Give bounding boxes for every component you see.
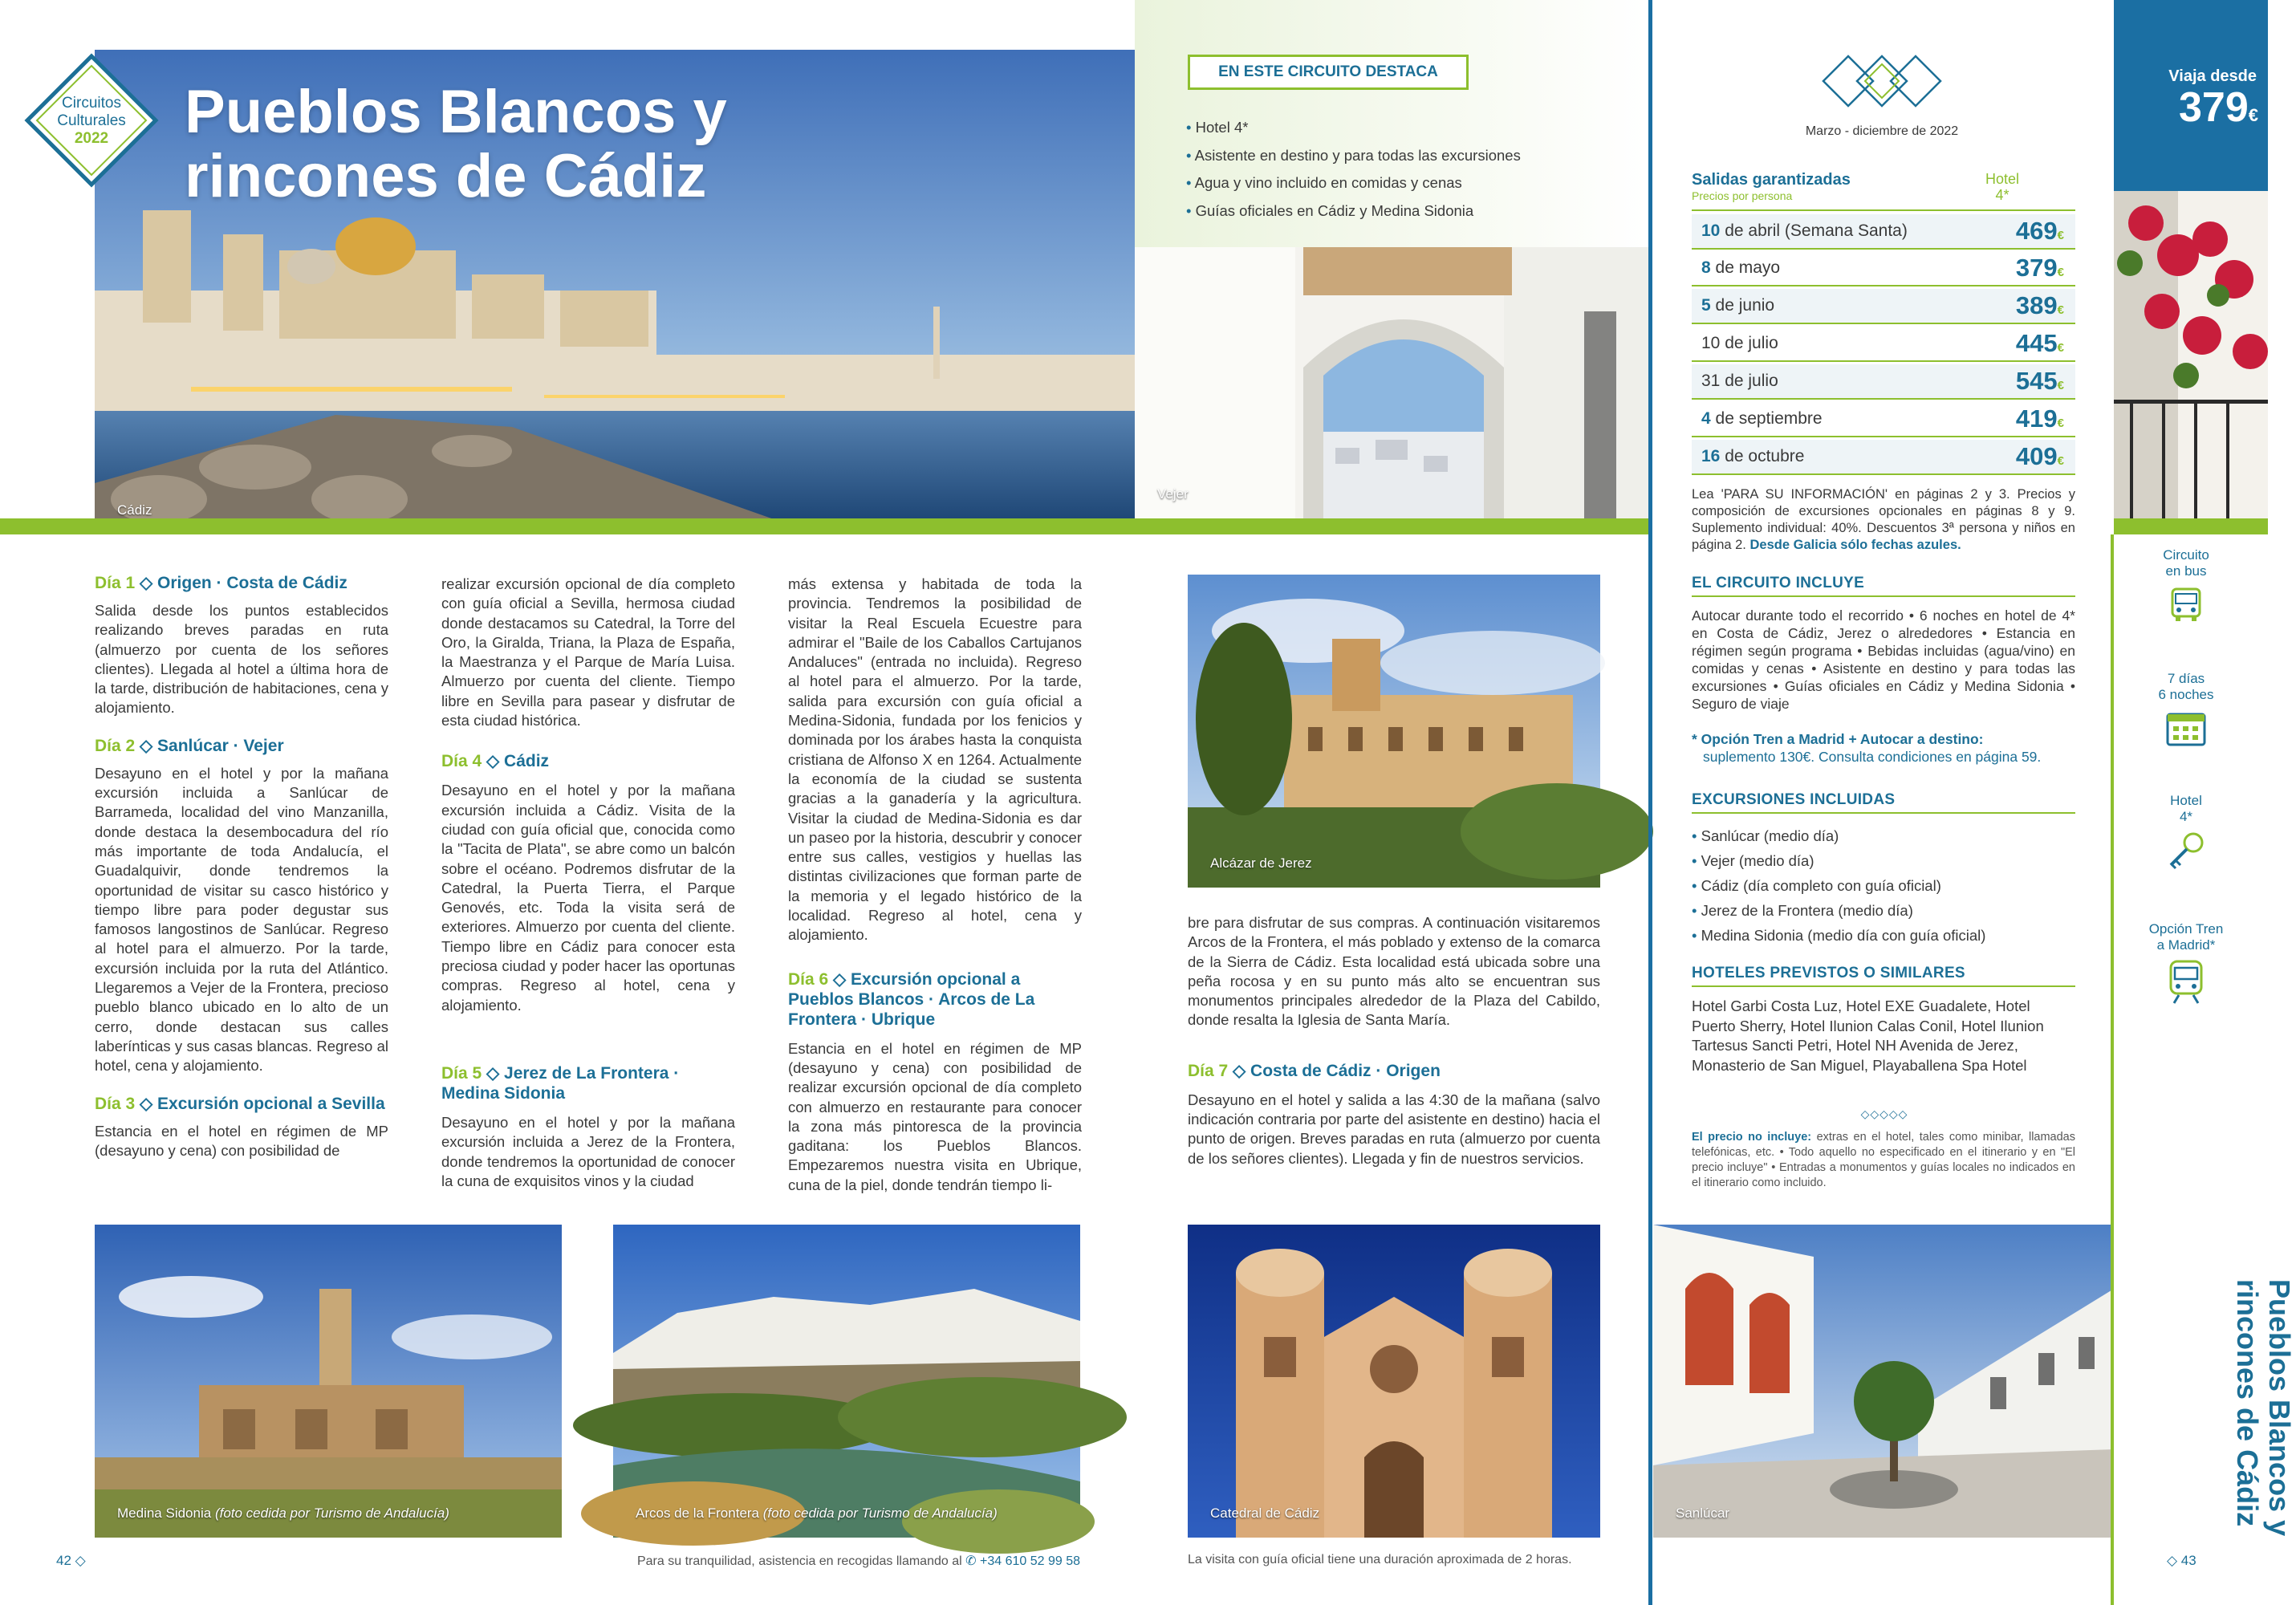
phone-number[interactable]: +34 610 52 99 58 <box>979 1554 1080 1568</box>
excursions-title: EXCURSIONES INCLUIDAS <box>1692 791 1896 808</box>
itinerary-column-4 <box>1188 913 1600 1168</box>
from-price: 379€ <box>2178 84 2258 131</box>
photo-caption: Vejer <box>1157 486 1189 502</box>
photo-caption: Medina Sidonia (foto cedida por Turismo de Andalucía) <box>117 1505 449 1521</box>
hotels-text: Hotel Garbi Costa Luz, Hotel EXE Guadalete, Hotel Puerto Sherry, Hotel Ilunion Calas Conil, Hotel Ilunion Tartesus Sancti Petri, Hotel NH Avenida de Jerez, Monasterio de San Miguel, Playaballena Spa Hotel <box>1692 998 2044 1074</box>
not-included-note: El precio no incluye: extras en el hotel, tales como minibar, llamadas telefónicas, etc. • Todo aquello no especificado en el itinerario y en "El precio incluye" • Entradas a monumentos y guías locales no indicados en el itinerario como incluido. <box>1692 1131 2076 1189</box>
highlight-item: • Guías oficiales en Cádiz y Medina Sidonia <box>1186 197 1636 226</box>
photo-alcazar-jerez <box>1188 575 1600 888</box>
day3-text: Estancia en el hotel en régimen de MP (desayuno y cena) con posibilidad de <box>95 1122 388 1159</box>
calendar-icon <box>2164 708 2208 748</box>
price-row: 31 de julio 545€ <box>1692 364 2075 400</box>
excursion-item: • Vejer (medio día) <box>1692 848 2075 873</box>
strip-divider-bar <box>2114 518 2268 534</box>
photo-vejer <box>1135 247 1648 518</box>
day1-heading: Día 1 ◇ Origen · Costa de Cádiz <box>95 574 347 592</box>
price-row: 16 de octubre 409€ <box>1692 440 2075 475</box>
photo-catedral-cadiz <box>1188 1225 1600 1538</box>
bus-icon <box>2166 584 2206 624</box>
hotel-key-icon <box>2164 830 2208 873</box>
diamonds-icon <box>1820 53 1944 109</box>
page-number-left: 42 ◇ <box>56 1553 86 1568</box>
feature-days: 7 días 6 noches <box>2114 671 2258 748</box>
photo-caption: Alcázar de Jerez <box>1210 855 1312 871</box>
photo-arcos <box>613 1225 1080 1538</box>
includes-rule <box>1692 595 2075 597</box>
excursion-item: • Cádiz (día completo con guía oficial) <box>1692 873 2075 898</box>
day5-heading: Día 5 ◇ Jerez de La Frontera · Medina Sidonia <box>441 1063 680 1103</box>
includes-title: EL CIRCUITO INCLUYE <box>1692 575 1865 591</box>
price-note: Lea 'PARA SU INFORMACIÓN' en páginas 2 y 3. Precios y composición de excursiones opcionales en páginas 8 y 9. Suplemento individual: 40%. Descuentos 3ª persona y niños en página 2. Desde Galicia sólo fechas azules. <box>1692 487 2075 552</box>
includes-text: Autocar durante todo el recorrido • 6 noches en hotel de 4* en Costa de Cádiz, Jerez o alrededores • Estancia en régimen según programa • Bebidas incluidas (agua/vino) en comidas y cenas • Asistente en destino y para todas las excursiones • Guías oficiales en Cádiz y Medina Sidonia • Seguro de viaje <box>1692 607 2075 712</box>
feature-hotel: Hotel 4* <box>2114 793 2258 873</box>
highlights-title: EN ESTE CIRCUITO DESTACA <box>1188 55 1469 90</box>
photo-caption: Arcos de la Frontera (foto cedida por Turismo de Andalucía) <box>636 1505 998 1521</box>
price-row: 4 de septiembre 419€ <box>1692 402 2075 437</box>
excursion-item: • Sanlúcar (medio día) <box>1692 823 2075 848</box>
prices-title: Salidas garantizadas Precios por persona <box>1692 171 1851 202</box>
price-row: 8 de mayo 379€ <box>1692 251 2075 286</box>
feature-train: Opción Tren a Madrid* <box>2114 921 2258 1006</box>
itinerary-column-2 <box>441 575 735 1191</box>
from-label: Viaja desde <box>2168 67 2257 85</box>
highlights-list <box>1186 114 1636 225</box>
photo-flowers-balcony <box>2114 191 2268 520</box>
photo-caption: Catedral de Cádiz <box>1210 1505 1320 1521</box>
excursions-list <box>1692 823 2075 948</box>
train-icon <box>2164 958 2208 1006</box>
hotels-title: HOTELES PREVISTOS O SIMILARES <box>1692 965 1965 981</box>
prices-top-rule <box>1692 209 2075 211</box>
phone-note: Para su tranquilidad, asistencia en recogidas llamando al ✆ +34 610 52 99 58 <box>636 1554 1080 1568</box>
page-divider-line <box>1648 0 1652 1605</box>
guide-note: La visita con guía oficial tiene una duración aproximada de 2 horas. <box>1188 1553 1572 1566</box>
train-option: * Opción Tren a Madrid + Autocar a destino: suplemento 130€. Consulta condiciones en página 59. <box>1692 731 2042 765</box>
hotels-rule <box>1692 985 2075 987</box>
price-row: 5 de junio 389€ <box>1692 289 2075 324</box>
day7-heading: Día 7 ◇ Costa de Cádiz · Origen <box>1188 1061 1441 1080</box>
logo-diamonds <box>1820 53 1944 109</box>
price-row: 10 de julio 445€ <box>1692 327 2075 362</box>
small-diamonds-icon: ◇◇◇◇◇ <box>1860 1107 1908 1120</box>
day3-heading: Día 3 ◇ Excursión opcional a Sevilla <box>95 1094 385 1113</box>
excursions-rule <box>1692 812 2075 814</box>
excursion-item: • Medina Sidonia (medio día con guía oficial) <box>1692 923 2075 948</box>
itinerary-column-1 <box>95 573 388 1160</box>
title-line1: Pueblos Blancos y <box>185 78 727 146</box>
badge-line1: Circuitos <box>62 95 121 112</box>
photo-caption: Sanlúcar <box>1676 1505 1730 1521</box>
page-number-right: ◇ 43 <box>2167 1553 2196 1568</box>
feature-bus: Circuito en bus <box>2114 547 2258 624</box>
highlight-item: • Hotel 4* <box>1186 114 1636 142</box>
day6-text: Estancia en el hotel en régimen de MP (desayuno y cena) con posibilidad de realizar excursión opcional de día completo con almuerzo en restaurante para conocer la zona más pintoresca de la provincia gaditana: los Pueblos Blancos. Empezaremos nuestra visita en Ubrique, cuna de la piel, donde tendrán tiempo li- <box>788 1039 1082 1193</box>
vertical-title: Pueblos Blancos y rincones de Cádiz <box>2231 1279 2296 1537</box>
day6-text-cont: bre para disfrutar de sus compras. A continuación visitaremos Arcos de la Frontera, el más poblado y extenso de la comarca de la Sierra de Cádiz. Esta localidad está ubicada sobre una peña rocosa y en su punto más alto se encuentran sus monumentos principales alrededor de la Plaza del Cabildo, donde resalta la Iglesia de Santa María. <box>1188 914 1600 1029</box>
highlight-item: • Agua y vino incluido en comidas y cenas <box>1186 169 1636 197</box>
divider-bar <box>0 518 1648 534</box>
title-line2: rincones de Cádiz <box>185 142 707 210</box>
photo-medina-sidonia <box>95 1225 562 1538</box>
excursion-item: • Jerez de la Frontera (medio día) <box>1692 898 2075 923</box>
price-row: 10 de abril (Semana Santa) 469€ <box>1692 214 2075 250</box>
day5-text: Desayuno en el hotel y por la mañana excursión incluida a Jerez de la Frontera, donde tendremos la oportunidad de conocer la cuna de exquisitos vinos y la ciudad <box>441 1113 735 1189</box>
highlight-item: • Asistente en destino y para todas las excursiones <box>1186 142 1636 170</box>
hotel-column-header: Hotel 4* <box>1985 171 2020 203</box>
badge-line2: Culturales <box>57 112 126 129</box>
day4-text: Desayuno en el hotel y por la mañana excursión incluida a Cádiz. Visita de la ciudad con guía oficial que, conocida como la "Tacita de Plata", se abre como un balcón sobre el océano. Podremos disfrutar de la Catedral, la Puerta Tierra, el Parque Genovés, etc. Toda la visita será de exteriores. Almuerzo por cuenta del cliente. Tiempo libre en Cádiz para conocer esta preciosa ciudad y poder hacer las oportunas compras. Regreso al hotel, cena y alojamiento. <box>441 782 735 1014</box>
travel-dates: Marzo - diciembre de 2022 <box>1805 124 1959 138</box>
day7-text: Desayuno en el hotel y salida a las 4:30 de la mañana (salvo indicación contraria por parte del asistente en destino) hacia el punto de origen. Breves paradas en ruta (almuerzo por cuenta de los señores clientes). Llegada y fin de nuestros servicios. <box>1188 1091 1600 1167</box>
day2-heading: Día 2 ◇ Sanlúcar · Vejer <box>95 736 284 755</box>
day2-text: Desayuno en el hotel y por la mañana excursión incluida a Sanlúcar de Barrameda, localidad del vino Manzanilla, donde destaca la desembocadura del río más importante de toda Andalucía, el Guadalquivir, donde tendremos la oportunidad de visitar su casco histórico y tiempo libre para poder degustar sus famosos langostinos de Sanlúcar. Regreso al hotel para el almuerzo. Por la tarde, excursión incluida por la ruta del Atlántico. Llegaremos a Vejer de la Frontera, precioso pueblo blanco ubicado en lo alto de un cerro, donde destacan sus calles laberínticas y sus casas blancas. Regreso al hotel, cena y alojamiento. <box>95 764 388 1075</box>
page-title <box>185 80 727 209</box>
badge-year: 2022 <box>74 130 109 147</box>
photo-caption: Cádiz <box>117 502 152 518</box>
photo-sanlucar <box>1653 1225 2114 1538</box>
day3-text-cont: realizar excursión opcional de día completo con guía oficial a Sevilla, hermosa ciudad donde destacamos su Catedral, la Torre del Oro, la Giralda, Triana, la Plaza de España, la Maestranza y el Parque de María Luisa. Almuerzo por cuenta del cliente. Tiempo libre en Sevilla para pasear y disfrutar de esta ciudad histórica. <box>441 575 735 729</box>
itinerary-column-3 <box>788 575 1082 1195</box>
phone-icon: ✆ <box>965 1554 977 1568</box>
day4-heading: Día 4 ◇ Cádiz <box>441 752 550 771</box>
day1-text: Salida desde los puntos establecidos realizando breves paradas en ruta (almuerzo por cuenta de los señores clientes). Llegada al hotel a última hora de la tarde, distribución de habitaciones, cena y alojamiento. <box>95 602 388 717</box>
circuitos-badge <box>24 53 159 188</box>
day6-heading: Día 6 ◇ Excursión opcional a Pueblos Blancos · Arcos de La Frontera · Ubrique <box>788 969 1035 1029</box>
day5-text-cont: más extensa y habitada de toda la provincia. Tendremos la posibilidad de visitar la Real Escuela Ecuestre para admirar el "Baile de los Caballos Cartujanos Andaluces" (entrada no incluida). Regreso al hotel para el almuerzo. Por la tarde, salida para excursión con guía oficial a Medina-Sidonia, fundada por los fenicios y dominada por los árabes hasta la conquista cristiana de Alfonso X en 1264. Actualmente la economía de la ciudad se sustenta gracias a la ganadería y la agricultura. Visitar la ciudad de Medina-Sidonia es dar un paseo por la historia, descubrir y conocer entre sus calles, vestigios y huellas las distintas civilizaciones que forman parte de la memoria y el legado histórico de la localidad. Regreso al hotel, cena y alojamiento. <box>788 575 1082 944</box>
